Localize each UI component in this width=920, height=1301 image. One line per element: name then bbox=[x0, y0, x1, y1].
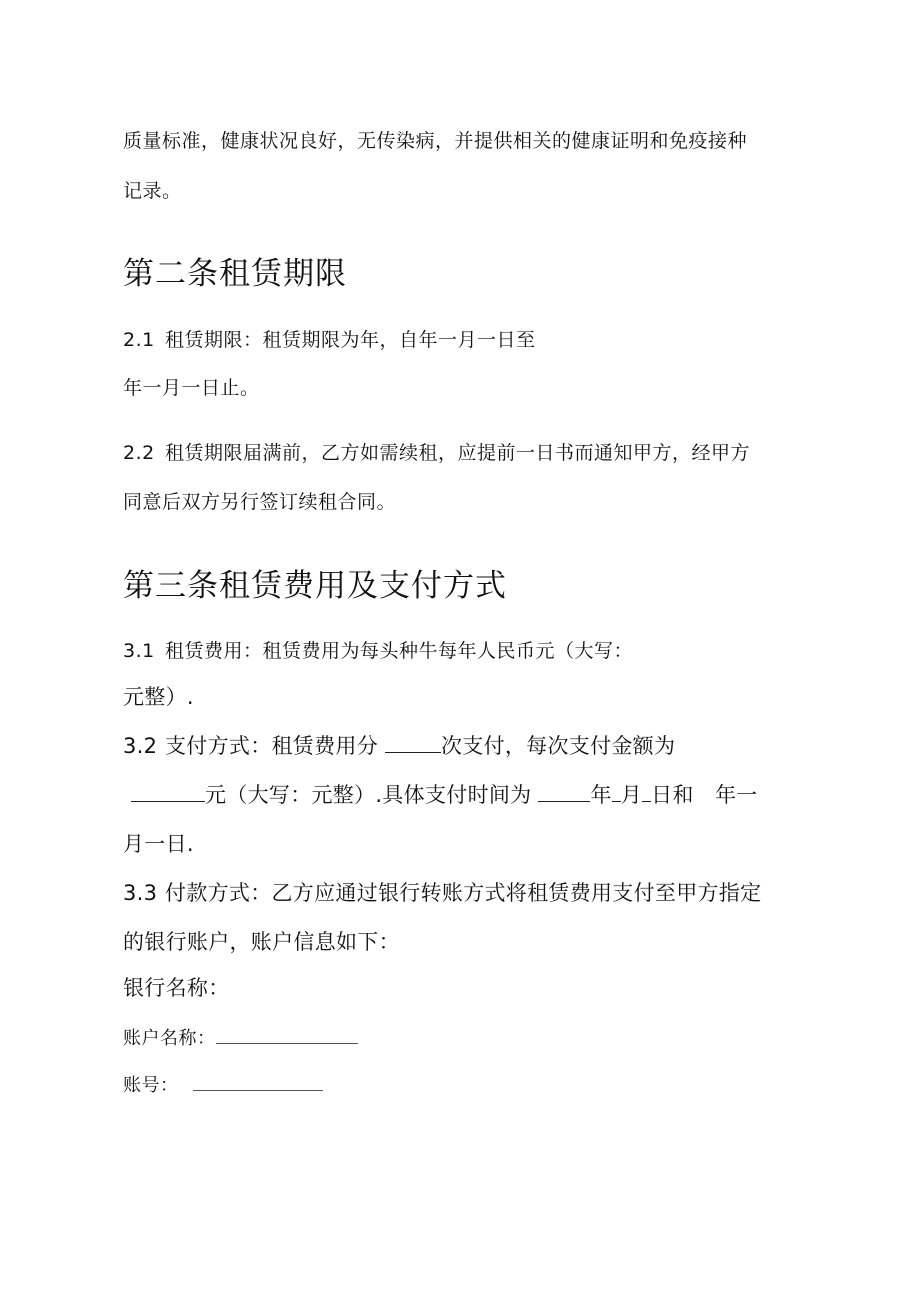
account-number-line bbox=[123, 1071, 323, 1097]
clause-3-3-number: 3.3 bbox=[123, 881, 158, 905]
clause-3-3-line-1 bbox=[123, 877, 761, 907]
clause-3-2-text-a: 支付方式：租赁费用分 bbox=[165, 734, 378, 758]
clause-3-1-line-2: 元整）. bbox=[123, 685, 194, 709]
clause-3-2-text-b: 次支付，每次支付金额为 bbox=[440, 734, 676, 758]
account-number-label: 账号： bbox=[123, 1075, 179, 1096]
clause-2-1-text: 租赁期限：租赁期限为年，自年一月一日至 bbox=[165, 329, 536, 351]
clause-2-1-line-1 bbox=[123, 325, 536, 352]
clause-2-2-line-2: 同意后双方另行签订续租合同。 bbox=[123, 491, 397, 513]
para-1-line-2: 记录。 bbox=[123, 180, 182, 202]
count-blank bbox=[385, 751, 441, 753]
clause-3-3-text: 付款方式：乙方应通过银行转账方式将租赁费用支付至甲方指定 bbox=[165, 881, 762, 905]
clause-2-2-text: 租赁期限届满前，乙方如需续租，应提前一日书而通知甲方，经甲方 bbox=[165, 442, 751, 464]
bank-name-label: 银行名称： bbox=[123, 976, 230, 1000]
article-3-heading: 第三条租赁费用及支付方式 bbox=[123, 568, 507, 604]
account-number-blank bbox=[193, 1089, 323, 1091]
article-2-heading: 第二条租赁期限 bbox=[123, 256, 347, 292]
clause-3-2-line-2 bbox=[131, 779, 758, 809]
clause-3-1-number: 3.1 bbox=[123, 640, 155, 662]
day-blank bbox=[642, 800, 651, 802]
amount-blank bbox=[131, 800, 205, 802]
year-blank bbox=[538, 800, 590, 802]
clause-3-2-line-1 bbox=[123, 730, 675, 760]
clause-3-2-day: 日和 年一 bbox=[651, 783, 758, 807]
clause-3-2-line-3: 月一日. bbox=[123, 832, 194, 856]
clause-3-1-text: 租赁费用：租赁费用为每头种牛每年人民币元（大写： bbox=[165, 640, 634, 662]
month-blank bbox=[612, 800, 621, 802]
para-1-line-1: 质量标准，健康状况良好，无传染病，并提供相关的健康证明和免疫接种 bbox=[123, 130, 748, 152]
clause-3-3-line-2: 的银行账户，账户信息如下： bbox=[123, 930, 400, 954]
clause-3-2-year: 年 bbox=[590, 783, 612, 807]
clause-3-2-text-c: 元（大写：元整）.具体支付时间为 bbox=[205, 783, 532, 807]
clause-2-2-number: 2.2 bbox=[123, 442, 155, 464]
clause-2-1-number: 2.1 bbox=[123, 329, 155, 351]
account-name-blank bbox=[216, 1042, 358, 1044]
clause-2-2-line-1 bbox=[123, 438, 750, 465]
clause-3-2-number: 3.2 bbox=[123, 734, 158, 758]
account-name-line bbox=[123, 1024, 358, 1050]
account-name-label: 账户名称： bbox=[123, 1028, 216, 1049]
clause-2-1-line-2: 年一月一日止。 bbox=[123, 377, 260, 399]
clause-3-2-month: 月 bbox=[620, 783, 643, 807]
clause-3-1-line-1 bbox=[123, 636, 633, 663]
